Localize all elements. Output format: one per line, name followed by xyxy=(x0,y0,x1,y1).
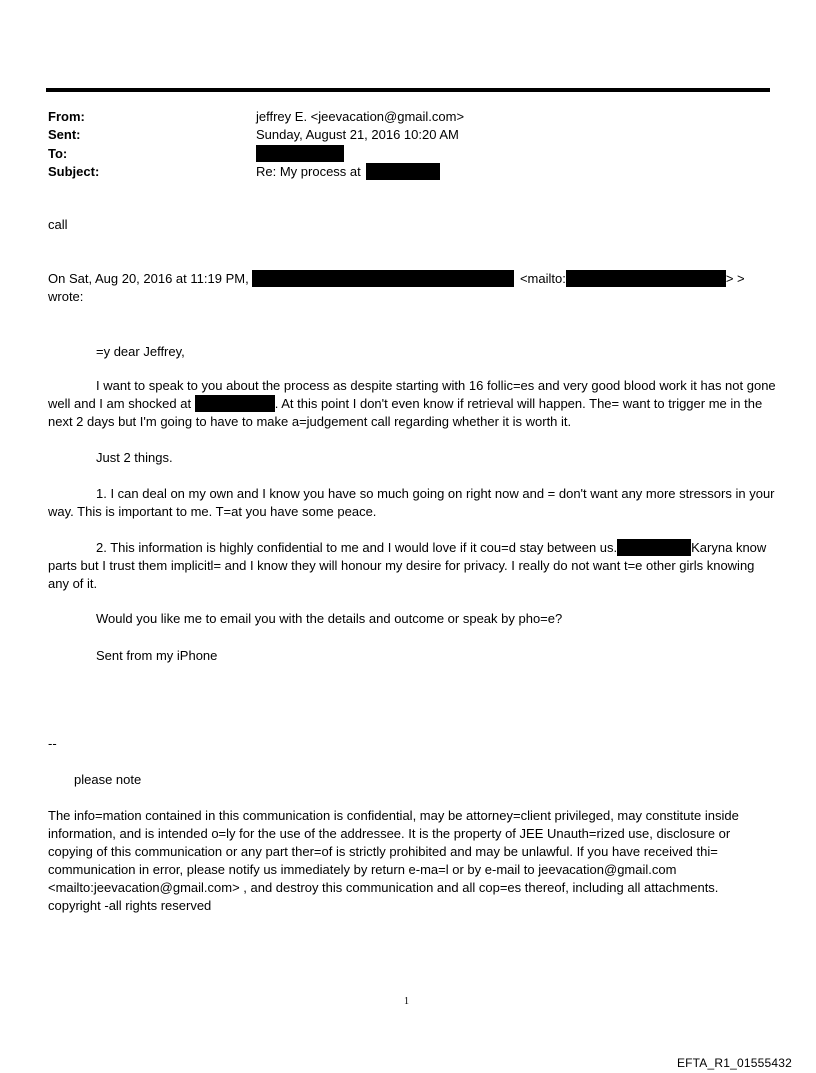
redaction-box xyxy=(195,395,275,412)
signature-note: please note xyxy=(74,772,142,787)
sent-value: Sunday, August 21, 2016 10:20 AM xyxy=(256,127,459,142)
from-label: From: xyxy=(48,109,85,124)
redaction-box xyxy=(366,163,440,180)
paragraph-5: Would you like me to email you with the details and outcome or speak by pho=e? xyxy=(96,611,563,626)
subject-label: Subject: xyxy=(48,164,100,179)
redaction-box xyxy=(566,270,726,287)
paragraph-1 xyxy=(48,377,778,431)
redaction-box xyxy=(256,145,344,162)
subject-text: Re: My process at xyxy=(256,164,361,179)
p4-text-b: Karyna know parts but I trust them implicitl= and I know they will honour my desire for privacy. I really do not want t=e other girls knowing any of it. xyxy=(48,540,767,591)
quote-intro-mailto: <mailto: xyxy=(519,271,566,286)
sent-label: Sent: xyxy=(48,127,81,142)
signature-separator: -- xyxy=(48,736,57,751)
to-label: To: xyxy=(48,146,68,161)
page-number: 1 xyxy=(404,996,409,1007)
p4-text-a: 2. This information is highly confidential to me and I would love if it cou=d stay between us. xyxy=(96,540,618,555)
quote-intro-wrote: wrote: xyxy=(48,289,84,304)
paragraph-4 xyxy=(48,539,778,593)
paragraph-6: Sent from my iPhone xyxy=(96,648,218,663)
quote-intro-end: > > xyxy=(725,271,745,286)
paragraph-2: Just 2 things. xyxy=(96,450,173,465)
document-id: EFTA_R1_01555432 xyxy=(676,1056,792,1070)
paragraph-3 xyxy=(48,485,778,521)
p1-text-b: . At this point I don't even know if retrieval will happen. The= want to trigger me in the next 2 days but I'm going to have to make a=judgement call regarding whether it is worth it. xyxy=(48,396,763,429)
reply-text: call xyxy=(48,217,68,232)
redaction-box xyxy=(617,539,691,556)
subject-value xyxy=(256,163,440,181)
p3-text: 1. I can deal on my own and I know you have so much going on right now and = don't want any more stressors in your way. This is important to me. T=at you have some peace. xyxy=(48,486,775,519)
disclaimer: The info=mation contained in this communication is confidential, may be attorney=client privileged, may constitute inside information, and is intended o=ly for the use of the addressee. It is the property of JEE Unauth=rized use, disclosure or copying of this communication or any part ther=of is strictly prohibited and may be unlawful. If you have received thi= communication in error, please notify us immediately by return e-ma=l or by e-mail to jeevacation@gmail.com <mailto:jeevacation@gmail.com> , and destroy this communication and all cop=es thereof, including all attachments. copyright -all rights reserved xyxy=(48,808,739,913)
to-value xyxy=(256,145,344,163)
quote-intro-date: On Sat, Aug 20, 2016 at 11:19 PM, xyxy=(48,271,249,286)
header-rule xyxy=(46,88,770,92)
redaction-box xyxy=(252,270,514,287)
greeting: =y dear Jeffrey, xyxy=(96,344,185,359)
quote-intro xyxy=(48,270,774,288)
from-value: jeffrey E. <jeevacation@gmail.com> xyxy=(256,109,465,124)
p1-text-a: I want to speak to you about the process as despite starting with 16 follic=es and very good blood work it has not gone well and I am shocked at xyxy=(48,378,776,411)
